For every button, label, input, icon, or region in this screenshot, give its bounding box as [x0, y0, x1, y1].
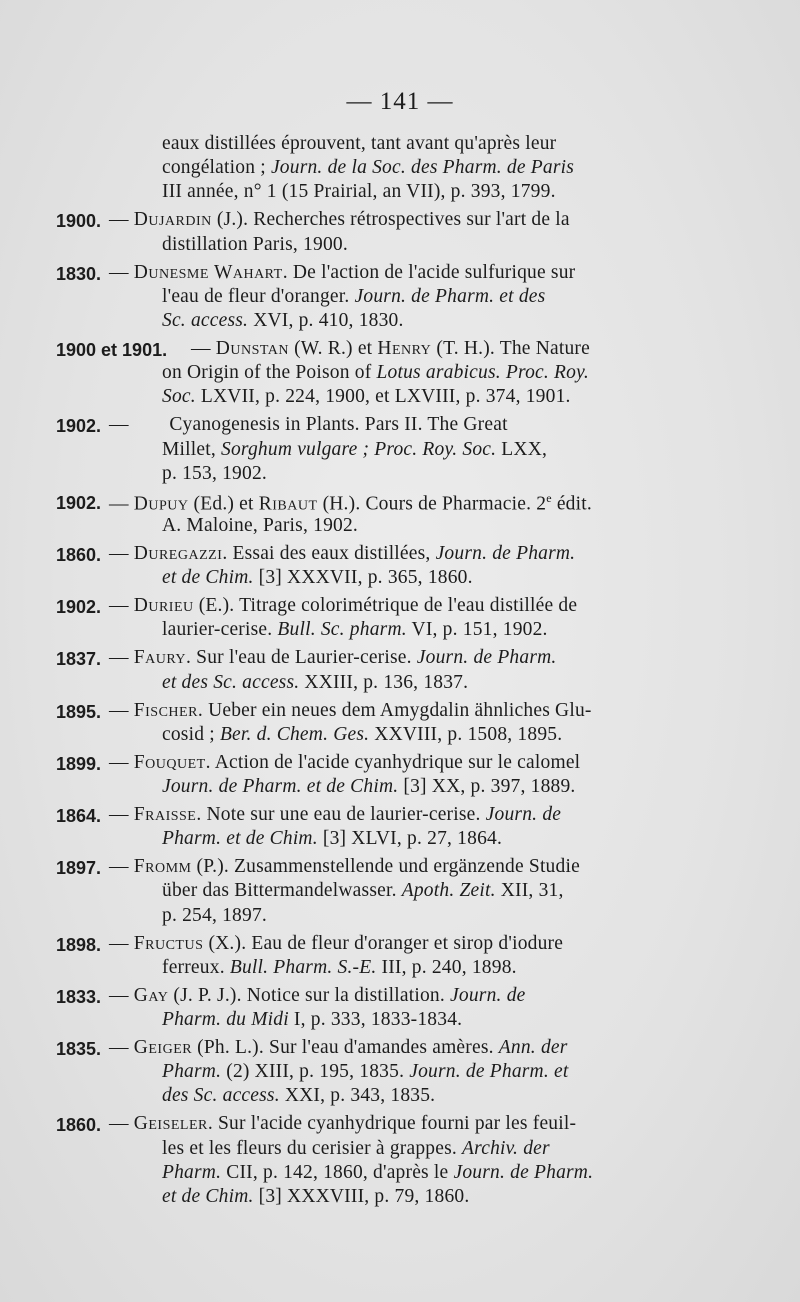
entry-line	[162, 1061, 568, 1083]
entry-line	[109, 985, 526, 1007]
entry-line	[162, 776, 576, 798]
text-run: . De l'action de l'acide sulfurique sur	[282, 261, 576, 283]
entry-year: 1860.	[56, 1115, 102, 1136]
entry-line	[109, 595, 577, 617]
text-run: —	[109, 261, 134, 283]
text-run: XXIII, p. 136, 1837.	[299, 671, 469, 693]
entry-line	[109, 933, 563, 955]
entry-line	[109, 700, 592, 722]
text-run: —	[191, 338, 216, 359]
text-run: Lotus arabicus. Proc. Roy.	[376, 362, 589, 384]
text-run: p. 254, 1897.	[162, 904, 267, 926]
text-run: Ribaut	[258, 493, 318, 515]
text-run: Soc.	[162, 386, 196, 408]
text-run: XVI, p. 410, 1830.	[248, 310, 404, 331]
text-run: III année, n° 1 (15 Prairial, an VII), p. 393, 1799.	[162, 181, 556, 203]
text-run: ferreux.	[162, 956, 230, 978]
text-run: Gay	[133, 984, 169, 1006]
entry-line	[162, 619, 548, 641]
entry-year: 1900.	[56, 211, 102, 232]
text-run: [3] XLVI, p. 27, 1864.	[317, 828, 503, 850]
text-run: —	[109, 414, 129, 436]
entry-line	[162, 310, 404, 332]
text-run: XII, 31,	[495, 880, 564, 902]
entry-line	[109, 856, 580, 878]
text-run: A. Maloine, Paris, 1902.	[162, 515, 358, 536]
text-run: eaux distillées éprouvent, tant avant qu'après leur	[162, 133, 557, 154]
entry-year: 1898.	[56, 934, 102, 955]
entry-year: 1900 et 1901.	[56, 340, 168, 360]
text-run: Millet,	[162, 438, 222, 460]
text-run: Bull. Sc. pharm.	[277, 619, 407, 641]
entry-line	[162, 133, 556, 155]
entry-year: 1830.	[56, 263, 102, 284]
entry-line	[162, 386, 571, 408]
text-run: XXI, p. 343, 1835.	[279, 1085, 436, 1107]
text-run: —	[109, 984, 134, 1006]
entry-line	[162, 362, 589, 384]
text-run: et de Chim.	[162, 567, 254, 589]
entry-line	[162, 1138, 550, 1160]
text-run: Geiseler	[133, 1113, 208, 1135]
text-run: —	[109, 647, 134, 669]
text-run: Fromm	[133, 856, 192, 878]
text-run: et de Chim.	[162, 1186, 254, 1207]
text-run: on Origin of the Poison of	[162, 362, 377, 384]
text-run: Fischer	[133, 699, 198, 721]
entry-year: 1897.	[56, 858, 102, 879]
text-run: . Sur l'acide cyanhydrique fourni par les feuil-	[207, 1113, 577, 1135]
text-run: édit.	[551, 493, 592, 515]
text-run: Ber. d. Chem. Ges.	[219, 723, 370, 745]
entry-line	[109, 209, 570, 231]
text-run: p. 153, 1902.	[162, 462, 267, 484]
entry-year: 1860.	[56, 545, 102, 565]
text-run: (E.). Titrage colorimétrique de l'eau distillée de	[193, 595, 578, 617]
text-run: des Sc. access.	[162, 1085, 280, 1107]
entry-year: 1902.	[56, 416, 102, 437]
text-run: Dunesme Wahart	[133, 261, 283, 283]
entry-line	[162, 1186, 469, 1208]
text-run: —	[109, 804, 134, 825]
text-run: XXVIII, p. 1508, 1895.	[369, 723, 563, 745]
text-run: Pharm.	[162, 1161, 222, 1183]
text-run: I, p. 333, 1833-1834.	[288, 1009, 463, 1030]
text-run: cosid ;	[162, 723, 220, 745]
text-run: [3] XXXVIII, p. 79, 1860.	[253, 1186, 470, 1207]
entry-line	[109, 1113, 576, 1135]
entry-line	[191, 338, 590, 360]
text-run: über das Bittermandelwasser.	[162, 880, 402, 902]
entry-year: 1902.	[56, 492, 102, 513]
entry-year: 1899.	[56, 753, 102, 774]
entry-line	[162, 515, 358, 537]
entry-line	[162, 157, 574, 179]
entry-year: 1833.	[56, 986, 102, 1007]
text-run: III, p. 240, 1898.	[376, 956, 517, 978]
text-run: l'eau de fleur d'oranger.	[162, 285, 355, 307]
text-run: les et les fleurs du cerisier à grappes.	[162, 1137, 463, 1159]
text-run: (Ph. L.). Sur l'eau d'amandes amères.	[192, 1037, 499, 1058]
entry-line	[109, 647, 556, 669]
text-run: (T. H.). The Nature	[431, 338, 590, 359]
entry-line	[162, 286, 545, 308]
text-run: —	[109, 595, 134, 617]
text-run: et des Sc. access.	[162, 671, 300, 693]
entry-year: 1902.	[56, 597, 102, 618]
text-run: —	[109, 209, 134, 231]
text-run: Henry	[377, 338, 432, 359]
entry-line	[162, 905, 267, 927]
text-run: Pharm.	[162, 1061, 222, 1083]
entry-line	[162, 181, 556, 203]
text-run: (J.). Recherches rétrospectives sur l'art de la	[211, 209, 570, 231]
text-run: (Ed.) et	[188, 493, 259, 515]
text-run: —	[109, 543, 134, 564]
text-run: (J. P. J.). Notice sur la distillation.	[168, 984, 451, 1006]
text-run: Apoth. Zeit.	[401, 880, 496, 902]
text-run: . Note sur une eau de laurier-cerise.	[196, 804, 486, 825]
entry-line	[109, 804, 561, 826]
text-run: . Action de l'acide cyanhydrique sur le calomel	[205, 751, 581, 773]
entry-line	[162, 463, 267, 485]
text-run: Fraisse	[133, 804, 197, 825]
text-run: . Sur l'eau de Laurier-cerise.	[186, 647, 417, 669]
text-run: (X.). Eau de fleur d'oranger et sirop d'iodure	[203, 932, 564, 954]
text-run: Journ. de Pharm.	[435, 543, 576, 564]
entry-line	[162, 1085, 435, 1107]
page-header: — 141 —	[346, 88, 454, 115]
entry-line	[109, 543, 575, 565]
entry-year: 1895.	[56, 701, 102, 722]
entry-line	[162, 1009, 462, 1031]
text-run: —	[109, 932, 134, 954]
text-run: —	[109, 1113, 134, 1135]
text-run: laurier-cerise.	[162, 619, 278, 641]
text-run: Faury	[133, 647, 187, 669]
text-run: Dujardin	[133, 209, 212, 231]
text-run: (W. R.) et	[289, 338, 378, 359]
text-run: distillation Paris, 1900.	[162, 233, 348, 255]
text-run: —	[109, 856, 134, 878]
text-run: [3] XX, p. 397, 1889.	[398, 776, 576, 797]
entry-line	[109, 262, 575, 284]
entry-line	[109, 414, 508, 436]
entry-year: 1837.	[56, 649, 102, 670]
entry-line	[162, 439, 547, 461]
entry-line	[109, 491, 592, 516]
text-run: Fouquet	[133, 751, 206, 773]
entry-line	[162, 234, 348, 256]
text-run: Journ. de	[450, 984, 526, 1006]
text-run: Journ. de Pharm. et des	[354, 285, 546, 307]
text-run: Archiv. der	[462, 1137, 550, 1159]
text-run: . Essai des eaux distillées,	[222, 543, 436, 564]
text-run: Journ. de Pharm. et	[409, 1061, 569, 1083]
text-run: —	[109, 1037, 134, 1058]
text-run: Geiger	[133, 1037, 193, 1058]
text-run: Bull. Pharm. S.-E.	[229, 956, 377, 978]
text-run: [3] XXXVII, p. 365, 1860.	[253, 567, 473, 589]
text-run: Journ. de la Soc. des Pharm. de Paris	[270, 157, 575, 179]
text-run: Journ. de	[485, 804, 562, 825]
text-run: Fructus	[133, 932, 204, 954]
entry-line	[162, 828, 502, 850]
entry-line	[162, 672, 468, 694]
entry-line	[162, 880, 564, 902]
text-run: congélation ;	[162, 157, 271, 179]
text-run: —	[109, 751, 134, 773]
text-run: Pharm. et de Chim.	[162, 828, 318, 850]
text-run: Duregazzi	[133, 543, 223, 564]
text-run: —	[109, 493, 134, 515]
text-run: (H.). Cours de Pharmacie. 2	[317, 493, 547, 515]
text-run: Durieu	[133, 595, 194, 617]
entry-year: 1864.	[56, 806, 102, 826]
text-run: CII, p. 142, 1860, d'après le	[221, 1161, 454, 1183]
entry-line	[162, 724, 562, 746]
text-run: Cyanogenesis in Plants. Pars II. The Great	[169, 414, 508, 436]
text-run: Dunstan	[215, 338, 290, 359]
text-run: Sc. access.	[162, 310, 249, 331]
text-run: Journ. de Pharm.	[453, 1161, 594, 1183]
text-run: (P.). Zusammenstellende und ergänzende Studie	[191, 856, 580, 878]
entry-line	[162, 957, 517, 979]
entry-line	[109, 1037, 568, 1059]
text-run: (2) XIII, p. 195, 1835.	[221, 1061, 410, 1083]
text-run: Journ. de Pharm. et de Chim.	[162, 776, 399, 797]
text-run: Ann. der	[498, 1037, 568, 1058]
text-run: e	[546, 490, 552, 505]
text-run: Dupuy	[133, 493, 189, 515]
text-run: —	[109, 699, 134, 721]
text-run: Journ. de Pharm.	[416, 647, 557, 669]
text-run: VI, p. 151, 1902.	[406, 619, 548, 641]
text-run: Pharm. du Midi	[162, 1009, 289, 1030]
text-run: Sorghum vulgare ; Proc. Roy. Soc.	[221, 438, 497, 460]
text-run: . Ueber ein neues dem Amygdalin ähnliches Glu-	[197, 699, 592, 721]
entry-line	[162, 567, 473, 589]
entry-line	[109, 752, 580, 774]
entry-year: 1835.	[56, 1039, 102, 1059]
text-run: LXVII, p. 224, 1900, et LXVIII, p. 374, 1901.	[195, 386, 571, 408]
entry-line	[162, 1162, 593, 1184]
text-run: LXX,	[496, 438, 548, 460]
text-run	[129, 414, 170, 435]
